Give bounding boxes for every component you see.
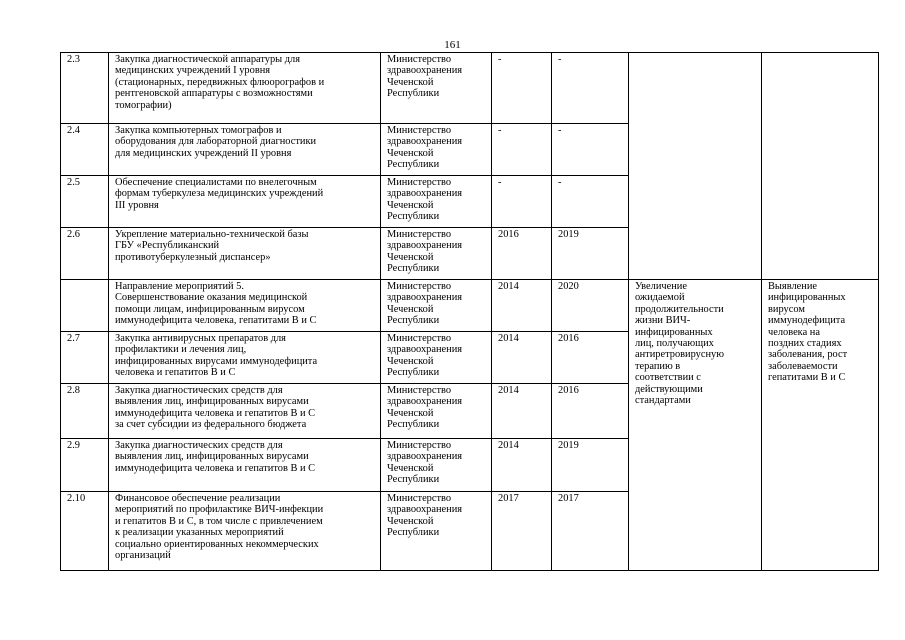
end-year: 2019	[552, 228, 629, 280]
activity-description: Закупка компьютерных томографов и оборудования для лабораторной диагностики для медицинских учреждений II уровня	[109, 124, 381, 176]
executor: Министерство здравоохранения Чеченской Республики	[381, 280, 492, 332]
page-number: 161	[444, 39, 461, 51]
activity-description: Обеспечение специалистами по внелегочным формам туберкулеза медицинских учреждений III уровня	[109, 176, 381, 228]
start-year: 2014	[492, 439, 552, 492]
activity-description: Закупка диагностической аппаратуры для медицинских учреждений I уровня (стационарных, передвижных флюорографов и рентгеновской аппаратуры с возможностями томографии)	[109, 53, 381, 124]
start-year: 2014	[492, 384, 552, 439]
activity-description: Укрепление материально-технической базы ГБУ «Республиканский противотуберкулезный диспансер»	[109, 228, 381, 280]
end-year: 2016	[552, 332, 629, 384]
row-number: 2.10	[61, 492, 109, 571]
start-year: 2017	[492, 492, 552, 571]
start-year: -	[492, 176, 552, 228]
activity-description: Закупка диагностических средств для выявления лиц, инфицированных вирусами иммунодефицита человека и гепатитов В и С за счет субсидии из федерального бюджета	[109, 384, 381, 439]
start-year: 2014	[492, 280, 552, 332]
executor: Министерство здравоохранения Чеченской Республики	[381, 176, 492, 228]
executor: Министерство здравоохранения Чеченской Республики	[381, 384, 492, 439]
row-number	[61, 280, 109, 332]
activity-description: Направление мероприятий 5. Совершенствование оказания медицинской помощи лицам, инфицированным вирусом иммунодефицита человека, гепатитами В и С	[109, 280, 381, 332]
row-number: 2.3	[61, 53, 109, 124]
end-year: 2020	[552, 280, 629, 332]
activity-description: Финансовое обеспечение реализации мероприятий по профилактике ВИЧ-инфекции и гепатитов В и С, в том числе с привлечением к реализации указанных мероприятий социально ориентированных некоммерческих организаций	[109, 492, 381, 571]
start-year: -	[492, 124, 552, 176]
row-number: 2.4	[61, 124, 109, 176]
executor: Министерство здравоохранения Чеченской Республики	[381, 124, 492, 176]
start-year: 2014	[492, 332, 552, 384]
executor: Министерство здравоохранения Чеченской Республики	[381, 53, 492, 124]
row-number: 2.7	[61, 332, 109, 384]
result-empty-cell	[629, 53, 762, 280]
consequence-of-non-implementation: Выявление инфицированных вирусом иммунодефицита человека на поздних стадиях заболевания, рост заболеваемости гепатитами В и С	[762, 280, 879, 571]
start-year: -	[492, 53, 552, 124]
activities-table	[60, 52, 879, 571]
table-row	[61, 53, 879, 124]
end-year: -	[552, 176, 629, 228]
end-year: -	[552, 124, 629, 176]
executor: Министерство здравоохранения Чеченской Республики	[381, 492, 492, 571]
end-year: 2019	[552, 439, 629, 492]
row-number: 2.9	[61, 439, 109, 492]
row-number: 2.8	[61, 384, 109, 439]
row-number: 2.6	[61, 228, 109, 280]
row-number: 2.5	[61, 176, 109, 228]
end-year: 2017	[552, 492, 629, 571]
end-year: 2016	[552, 384, 629, 439]
executor: Министерство здравоохранения Чеченской Республики	[381, 439, 492, 492]
table-row	[61, 280, 879, 332]
activity-description: Закупка антивирусных препаратов для профилактики и лечения лиц, инфицированных вирусами иммунодефицита человека и гепатитов В и С	[109, 332, 381, 384]
expected-result: Увеличение ожидаемой продолжительности жизни ВИЧ- инфицированных лиц, получающих антиретровирусную терапию в соответствии с действующими стандартами	[629, 280, 762, 571]
activity-description: Закупка диагностических средств для выявления лиц, инфицированных вирусами иммунодефицита человека и гепатитов В и С	[109, 439, 381, 492]
executor: Министерство здравоохранения Чеченской Республики	[381, 228, 492, 280]
end-year: -	[552, 53, 629, 124]
consequence-empty-cell	[762, 53, 879, 280]
start-year: 2016	[492, 228, 552, 280]
executor: Министерство здравоохранения Чеченской Республики	[381, 332, 492, 384]
